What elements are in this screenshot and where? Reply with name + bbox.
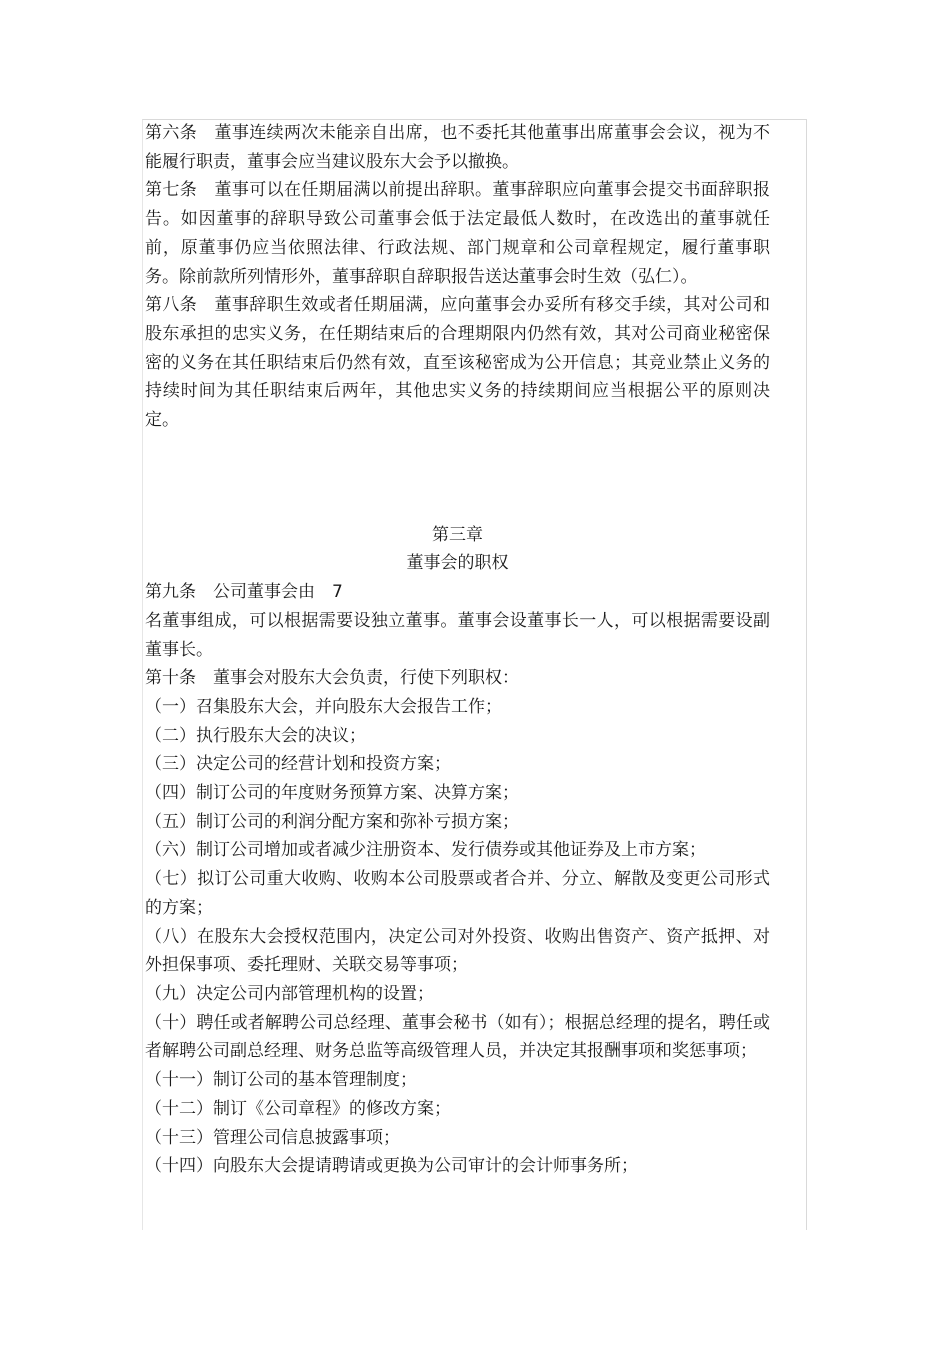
- list-item: （十一）制订公司的基本管理制度；: [145, 1070, 417, 1091]
- chapter-number: 第三章: [432, 524, 483, 545]
- list-item: （十四）向股东大会提请聘请或更换为公司审计的会计师事务所；: [145, 1156, 638, 1177]
- article-9-head: 第九条 公司董事会由 7: [145, 582, 343, 603]
- article-7: 第七条 董事可以在任期届满以前提出辞职。董事辞职应向董事会提交书面辞职报告。如因董事的辞职导致公司董事会低于法定最低人数时，在改选出的董事就任前，原董事仍应当依照法律、行政法规、部门规章和公司章程规定，履行董事职务。除前款所列情形外，董事辞职自辞职报告送达董事会时生效（弘仁）。: [145, 180, 770, 287]
- article-8: 第八条 董事辞职生效或者任期届满，应向董事会办妥所有移交手续，其对公司和股东承担的忠实义务，在任期结束后的合理期限内仍然有效，其对公司商业秘密保密的义务在其任职结束后仍然有效，直至该秘密成为公开信息；其竞业禁止义务的持续时间为其任职结束后两年，其他忠实义务的持续期间应当根据公平的原则决定。: [145, 295, 770, 431]
- article-9-body: 名董事组成，可以根据需要设独立董事。董事会设董事长一人，可以根据需要设副董事长。: [145, 610, 770, 660]
- list-item: （九）决定公司内部管理机构的设置；: [145, 983, 434, 1004]
- document-body: [145, 119, 770, 1181]
- chapter-title: 董事会的职权: [406, 553, 509, 574]
- section-gap: [145, 435, 770, 521]
- list-item: （十二）制订《公司章程》的修改方案；: [145, 1098, 451, 1119]
- list-item: （四）制订公司的年度财务预算方案、决算方案；: [145, 783, 519, 804]
- list-item: （七）拟订公司重大收购、收购本公司股票或者合并、分立、解散及变更公司形式的方案；: [145, 869, 770, 918]
- list-item: （三）决定公司的经营计划和投资方案；: [145, 754, 451, 775]
- list-item: （十）聘任或者解聘公司总经理、董事会秘书（如有）；根据总经理的提名，聘任或者解聘公司副总经理、财务总监等高级管理人员，并决定其报酬事项和奖惩事项；: [145, 1012, 770, 1062]
- list-item: （八）在股东大会授权范围内，决定公司对外投资、收购出售资产、资产抵押、对外担保事项、委托理财、关联交易等事项；: [145, 926, 770, 976]
- article-6: 第六条 董事连续两次未能亲自出席，也不委托其他董事出席董事会会议，视为不能履行职责，董事会应当建议股东大会予以撤换。: [145, 123, 770, 172]
- list-item: （一）召集股东大会，并向股东大会报告工作；: [145, 696, 502, 717]
- list-item: （六）制订公司增加或者减少注册资本、发行债券或其他证券及上市方案；: [145, 840, 706, 861]
- article-10-intro: 第十条 董事会对股东大会负责，行使下列职权：: [145, 668, 519, 689]
- list-item: （二）执行股东大会的决议；: [145, 725, 366, 746]
- list-item: （五）制订公司的利润分配方案和弥补亏损方案；: [145, 811, 519, 832]
- list-item: （十三）管理公司信息披露事项；: [145, 1127, 400, 1148]
